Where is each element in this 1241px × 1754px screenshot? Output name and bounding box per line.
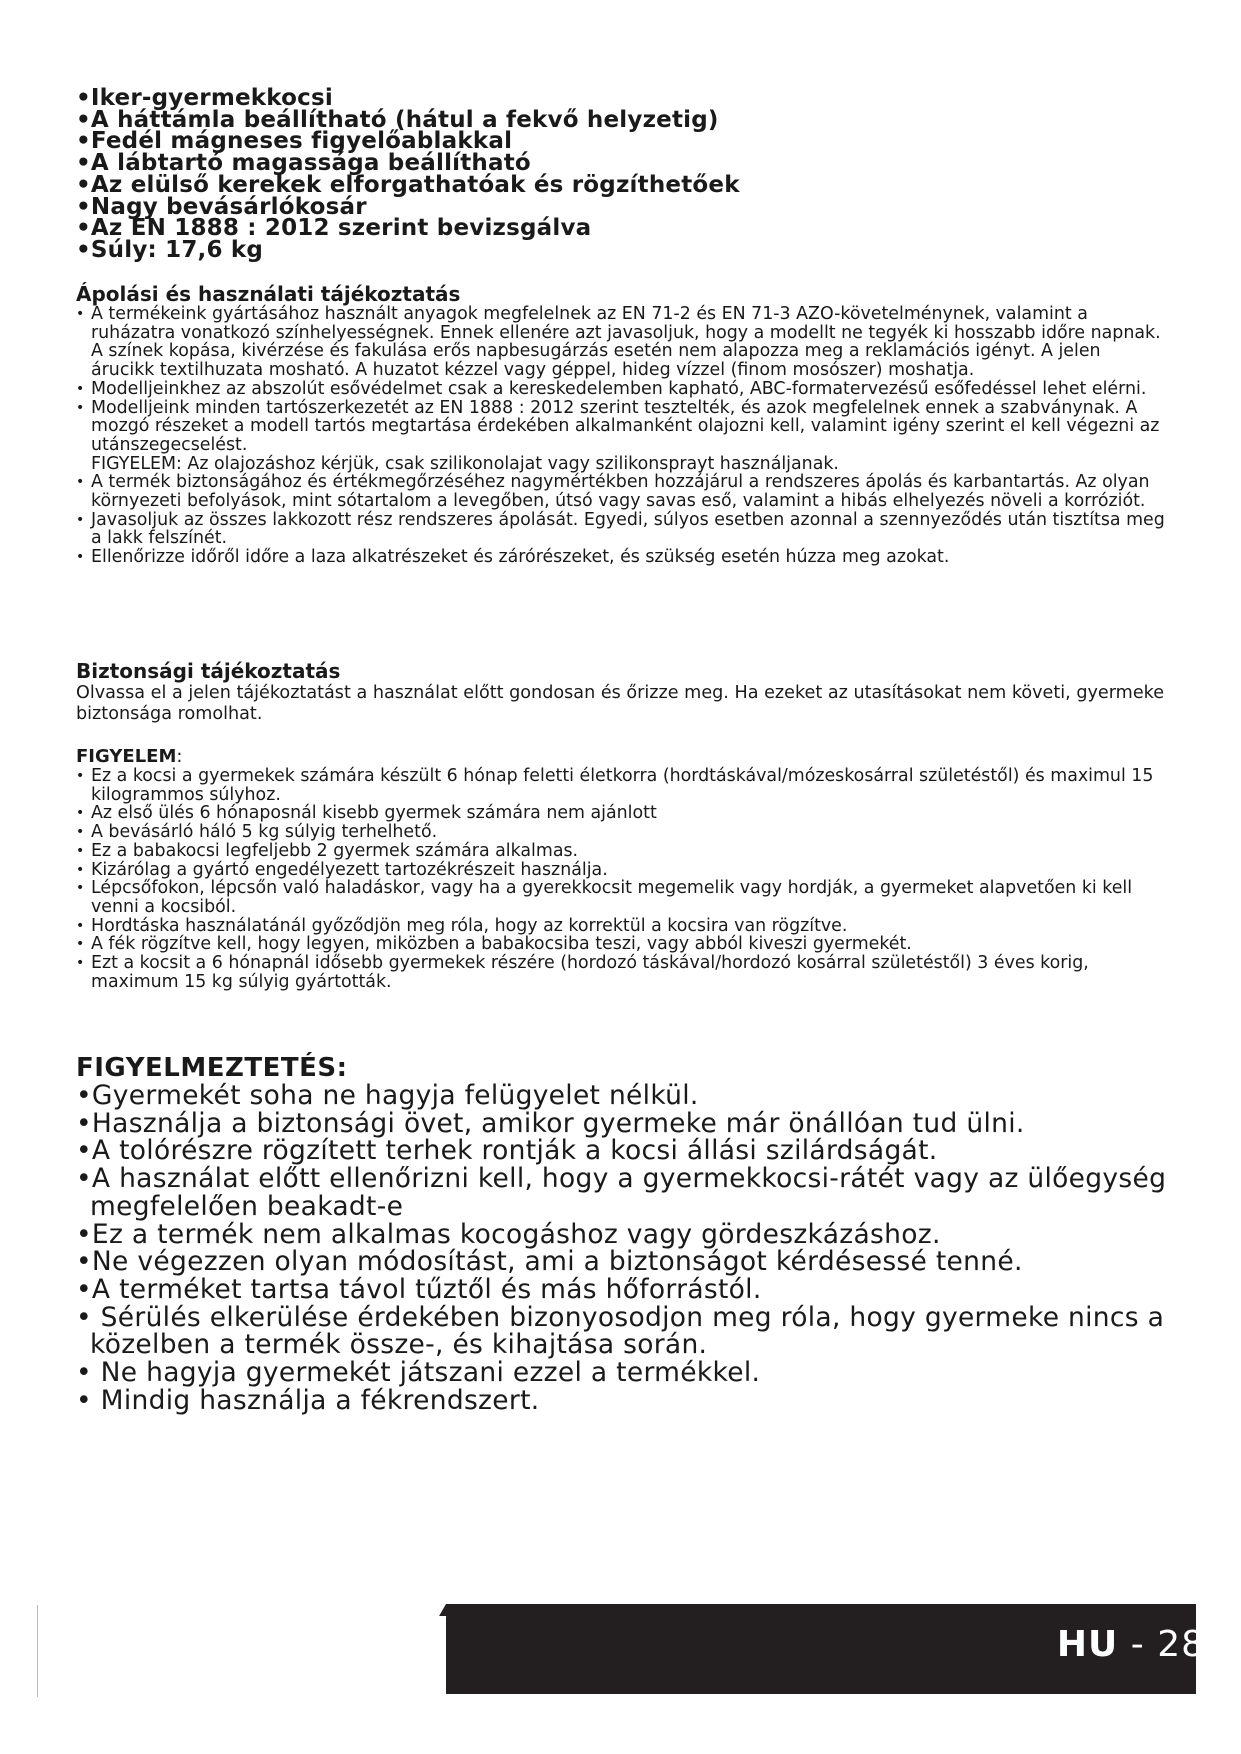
safety-section xyxy=(76,660,1166,725)
safety-intro: Olvassa el a jelen tájékoztatást a használat előtt gondosan és őrizze meg. Ha ezeket az utasításokat nem követi, gyermeke biztonsága romolhat. xyxy=(76,683,1165,724)
feature-item: •A lábtartó magassága beállítható xyxy=(76,150,531,177)
warning-item: • Ez a babakocsi legfeljebb 2 gyermek számára alkalmas. xyxy=(76,842,1166,861)
care-list xyxy=(76,305,1166,567)
care-section xyxy=(76,283,1166,567)
alert-item: •Gyermekét soha ne hagyja felügyelet nélkül. xyxy=(76,1080,699,1111)
care-item: • Javasoljuk az összes lakkozott rész rendszeres ápolását. Egyedi, súlyos esetben azonnal a szennyeződés után tisztítsa meg a lakk felszínét. xyxy=(76,511,1166,548)
warning-item: • Lépcsőfokon, lépcsőn való haladáskor, vagy ha a gyerekkocsit megemelik vagy hordják, a gyermeket alapvetően ki kell venni a kocsiból. xyxy=(76,879,1166,916)
warning-title: FIGYELEM xyxy=(76,746,177,767)
care-item: • Modelljeinkhez az abszolút esővédelmet csak a kereskedelemben kapható, ABC-formatervezésű esőfedéssel lehet elérni. xyxy=(76,380,1166,399)
care-title: Ápolási és használati tájékoztatás xyxy=(76,282,461,306)
alert-title: FIGYELMEZTETÉS: xyxy=(76,1053,348,1083)
language-code: HU xyxy=(1056,1624,1119,1665)
alert-item: •A tolórészre rögzített terhek rontják a kocsi állási szilárdságát. xyxy=(76,1135,938,1167)
warning-item: • Ez a kocsi a gyermekek számára készült 6 hónap feletti életkorra (hordtáskával/mózeskosárral születéstől) és maximul 15 kilogrammos súlyhoz. xyxy=(76,767,1166,804)
feature-item: •Nagy bevásárlókosár xyxy=(76,193,367,220)
margin-rule xyxy=(37,1605,38,1697)
care-item: • A termékeink gyártásához használt anyagok megfelelnek az EN 71-2 és EN 71-3 AZO-követelménynek, valamint a ruházatra vonatkozó színhelyességnek. Ennek ellenére azt javasoljuk, hogy a modellt ne tegyék ki hosszabb időre napnak. A színek kopása, kivérzése és fakulása erős napbesugárzás esetén nem alapozza meg a reklamációs igényt. A jelen árucikk textilhuzata mosható. A huzatot kézzel vagy géppel, hideg vízzel (finom mosószer) moshatja. xyxy=(76,305,1166,380)
warning-colon: : xyxy=(176,746,183,767)
feature-item: •Iker-gyermekkocsi xyxy=(76,85,333,111)
feature-list xyxy=(76,85,1176,263)
alert-item: •A használat előtt ellenőrizni kell, hogy a gyermekkocsi-rátét vagy az ülőegység megfelelően beakadt-e xyxy=(76,1163,1167,1222)
warning-section xyxy=(76,746,1166,991)
warning-item: • Ezt a kocsit a 6 hónapnál idősebb gyermekek részére (hordozó táskával/hordozó kosárral születéstől) 3 éves korig, maximum 15 kg súlyig gyártották. xyxy=(76,954,1166,991)
feature-item: •Az EN 1888 : 2012 szerint bevizsgálva xyxy=(76,215,592,242)
warning-item: • Az első ülés 6 hónaposnál kisebb gyermek számára nem ajánlott xyxy=(76,804,1166,823)
page-number xyxy=(1057,1625,1205,1665)
page-separator: - xyxy=(1118,1624,1158,1665)
care-note: FIGYELEM: Az olajozáshoz kérjük, csak szilikonolajat vagy szilikonsprayt használjanak. xyxy=(91,453,839,474)
alert-item: •Ne végezzen olyan módosítást, ami a biztonságot kérdésessé tenné. xyxy=(76,1246,1023,1278)
alert-list xyxy=(76,1082,1176,1414)
alert-item: •A terméket tartsa távol tűztől és más hőforrástól. xyxy=(76,1273,762,1305)
alert-item: • Ne hagyja gyermekét játszani ezzel a termékkel. xyxy=(76,1357,761,1389)
feature-item: •Fedél mágneses figyelőablakkal xyxy=(76,128,513,155)
alert-item: •Használja a biztonsági övet, amikor gyermeke már önállóan tud ülni. xyxy=(76,1107,1025,1139)
alert-section xyxy=(76,1054,1176,1414)
feature-item: •A háttámla beállítható (hátul a fekvő helyzetig) xyxy=(76,106,719,133)
warning-list xyxy=(76,767,1166,991)
page-value: 28 xyxy=(1157,1624,1205,1665)
warning-item: • Hordtáska használatánál győződjön meg róla, hogy az korrektül a kocsira van rögzítve. xyxy=(76,917,1166,936)
feature-item: •Az elülső kerekek elforgathatóak és rögzíthetőek xyxy=(76,171,740,198)
warning-heading xyxy=(76,746,1166,767)
care-item: • A termék biztonságához és értékmegőrzéséhez nagymértékben hozzájárul a rendszeres ápolás és karbantartás. Az olyan környezeti befolyások, mint sótartalom a levegőben, útsó vagy savas eső, valamint a hibás elhelyezés növeli a korróziót. xyxy=(76,473,1166,510)
care-item: • Ellenőrizze időről időre a laza alkatrészeket és zárórészeket, és szükség esetén húzza meg azokat. xyxy=(76,548,1166,567)
warning-item: • Kizárólag a gyártó engedélyezett tartozékrészeit használja. xyxy=(76,861,1166,880)
alert-item: • Mindig használja a fékrendszert. xyxy=(76,1384,540,1416)
safety-title: Biztonsági tájékoztatás xyxy=(76,659,341,683)
alert-item: • Sérülés elkerülése érdekében bizonyosodjon meg róla, hogy gyermeke nincs a közelben a termék össze-, és kihajtása során. xyxy=(76,1301,1165,1361)
feature-item: •Súly: 17,6 kg xyxy=(76,236,264,263)
alert-item: •Ez a termék nem alkalmas kocogáshoz vagy gördeszkázáshoz. xyxy=(76,1218,941,1250)
warning-item: • A bevásárló háló 5 kg súlyig terhelhető. xyxy=(76,823,1166,842)
care-item: • Modelljeink minden tartószerkezetét az EN 1888 : 2012 szerint tesztelték, és azok megfelelnek ennek a szabványnak. A mozgó részeket a modell tartós megtartása érdekében alkalmanként olajozni kell, valamint igény szerint el kell végezni az utánszegecselést. xyxy=(76,399,1166,455)
warning-item: • A fék rögzítve kell, hogy legyen, miközben a babakocsiba teszi, vagy abból kiveszi gyermekét. xyxy=(76,935,1166,954)
